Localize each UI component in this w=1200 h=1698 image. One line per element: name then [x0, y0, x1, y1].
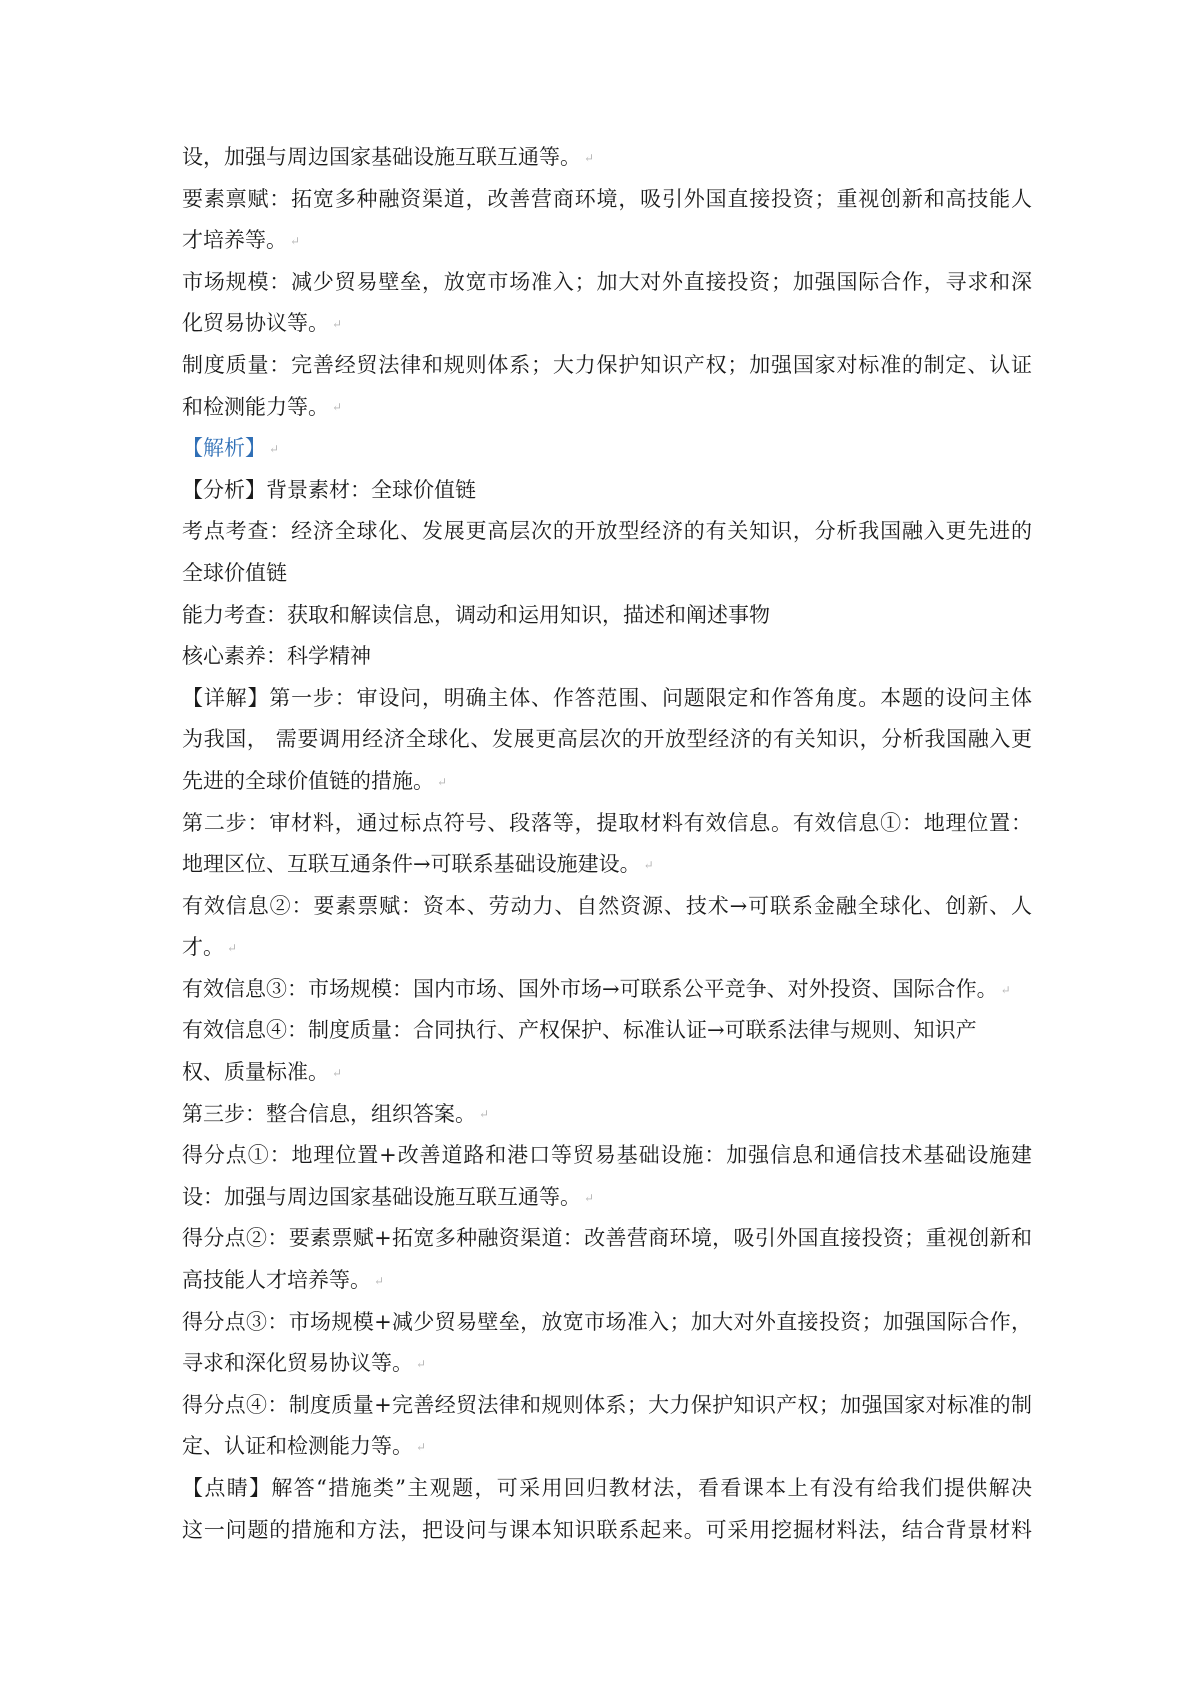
line-text: 得分点②：要素票赋+拓宽多种融资渠道：改善营商环境，吸引外国直接投资；重视创新和 — [182, 1226, 1032, 1251]
line-text: 和检测能力等。 — [182, 394, 329, 419]
text-line — [182, 844, 1032, 886]
text-line — [182, 886, 1032, 928]
text-line — [182, 1343, 1032, 1385]
paragraph-mark-icon: ↵ — [332, 317, 343, 332]
text-line — [182, 636, 1032, 678]
text-line — [182, 470, 1032, 512]
text-line — [182, 1177, 1032, 1219]
text-line — [182, 553, 1032, 595]
line-text: 得分点③：市场规模+减少贸易壁垒，放宽市场准入；加大对外直接投资；加强国际合作， — [182, 1309, 1032, 1334]
paragraph-mark-icon: ↵ — [416, 1440, 427, 1455]
paragraph-mark-icon: ↵ — [290, 233, 301, 248]
text-line — [182, 1052, 1032, 1094]
line-text: 化贸易协议等。 — [182, 311, 329, 336]
text-line — [182, 1385, 1032, 1427]
text-line — [182, 1426, 1032, 1468]
paragraph-mark-icon: ↵ — [643, 857, 654, 872]
line-text: 有效信息③：市场规模：国内市场、国外市场→可联系公平竞争、对外投资、国际合作。 — [182, 976, 998, 1001]
paragraph-mark-icon: ↵ — [479, 1107, 490, 1122]
text-line — [182, 595, 1032, 637]
text-line — [182, 220, 1032, 262]
text-line — [182, 761, 1032, 803]
line-text: 这一问题的措施和方法，把设问与课本知识联系起来。可采用挖掘材料法，结合背景材料 — [182, 1517, 1032, 1542]
text-line — [182, 1468, 1032, 1510]
text-line — [182, 719, 1032, 761]
line-text: 核心素养：科学精神 — [182, 644, 371, 669]
line-text: 有效信息②：要素票赋：资本、劳动力、自然资源、技术→可联系金融全球化、创新、人 — [182, 893, 1032, 918]
line-text: 第三步：整合信息，组织答案。 — [182, 1101, 476, 1126]
line-text: 有效信息④：制度质量：合同执行、产权保护、标准认证→可联系法律与规则、知识产 — [182, 1018, 977, 1043]
text-line — [182, 137, 1032, 179]
text-line — [182, 1218, 1032, 1260]
line-text: 考点考查：经济全球化、发展更高层次的开放型经济的有关知识，分析我国融入更先进的 — [182, 519, 1032, 544]
paragraph-mark-icon: ↵ — [332, 1065, 343, 1080]
paragraph-mark-icon: ↵ — [584, 150, 595, 165]
line-text: 能力考查：获取和解读信息，调动和运用知识，描述和阐述事物 — [182, 602, 770, 627]
text-line — [182, 1302, 1032, 1344]
line-text: 要素禀赋：拓宽多种融资渠道，改善营商环境，吸引外国直接投资；重视创新和高技能人 — [182, 186, 1032, 211]
text-line — [182, 428, 1032, 470]
paragraph-mark-icon: ↵ — [227, 940, 238, 955]
text-line — [182, 1510, 1032, 1552]
line-text: 才。 — [182, 935, 224, 960]
paragraph-mark-icon: ↵ — [584, 1190, 595, 1205]
line-text: 【点睛】解答“措施类”主观题，可采用回归教材法，看看课本上有没有给我们提供解决 — [182, 1476, 1032, 1500]
line-text: 寻求和深化贸易协议等。 — [182, 1351, 413, 1376]
line-text: 先进的全球价值链的措施。 — [182, 768, 434, 793]
line-text: 【详解】第一步：审设问，明确主体、作答范围、问题限定和作答角度。本题的设问主体 — [182, 685, 1032, 710]
text-line — [182, 1135, 1032, 1177]
line-text: 才培养等。 — [182, 228, 287, 253]
line-text: 高技能人才培养等。 — [182, 1268, 371, 1293]
text-line — [182, 1010, 1032, 1052]
line-text: 得分点①：地理位置+改善道路和港口等贸易基础设施：加强信息和通信技术基础设施建 — [182, 1143, 1032, 1168]
text-line — [182, 803, 1032, 845]
text-line — [182, 387, 1032, 429]
text-line — [182, 303, 1032, 345]
text-line — [182, 927, 1032, 969]
line-text: 市场规模：减少贸易壁垒，放宽市场准入；加大对外直接投资；加强国际合作，寻求和深 — [182, 269, 1032, 294]
line-text: 得分点④：制度质量+完善经贸法律和规则体系；大力保护知识产权；加强国家对标准的制 — [182, 1392, 1032, 1417]
line-text: 设：加强与周边国家基础设施互联互通等。 — [182, 1184, 581, 1209]
text-line — [182, 262, 1032, 304]
line-text: 全球价值链 — [182, 560, 287, 585]
paragraph-mark-icon: ↵ — [416, 1356, 427, 1371]
text-line — [182, 1260, 1032, 1302]
text-line — [182, 678, 1032, 720]
text-line — [182, 969, 1032, 1011]
text-line — [182, 179, 1032, 221]
paragraph-mark-icon: ↵ — [437, 774, 448, 789]
text-line — [182, 511, 1032, 553]
line-text: 制度质量：完善经贸法律和规则体系；大力保护知识产权；加强国家对标准的制定、认证 — [182, 352, 1032, 377]
line-text: 定、认证和检测能力等。 — [182, 1434, 413, 1459]
line-text: 设，加强与周边国家基础设施互联互通等。 — [182, 145, 581, 169]
line-text: 地理区位、互联互通条件→可联系基础设施建设。 — [182, 852, 641, 877]
line-text: 【解析】 — [182, 436, 266, 461]
text-line — [182, 345, 1032, 387]
paragraph-mark-icon: ↵ — [332, 400, 343, 415]
line-text: 【分析】背景素材：全球价值链 — [182, 477, 476, 502]
paragraph-mark-icon: ↵ — [269, 441, 280, 456]
line-text: 权、质量标准。 — [182, 1060, 329, 1085]
line-text: 为我国， 需要调用经济全球化、发展更高层次的开放型经济的有关知识，分析我国融入更 — [182, 727, 1032, 752]
paragraph-mark-icon: ↵ — [1000, 982, 1011, 997]
text-line — [182, 1094, 1032, 1136]
document-body — [182, 137, 1032, 1551]
line-text: 第二步：审材料，通过标点符号、段落等，提取材料有效信息。有效信息①：地理位置： — [182, 810, 1032, 835]
paragraph-mark-icon: ↵ — [374, 1273, 385, 1288]
